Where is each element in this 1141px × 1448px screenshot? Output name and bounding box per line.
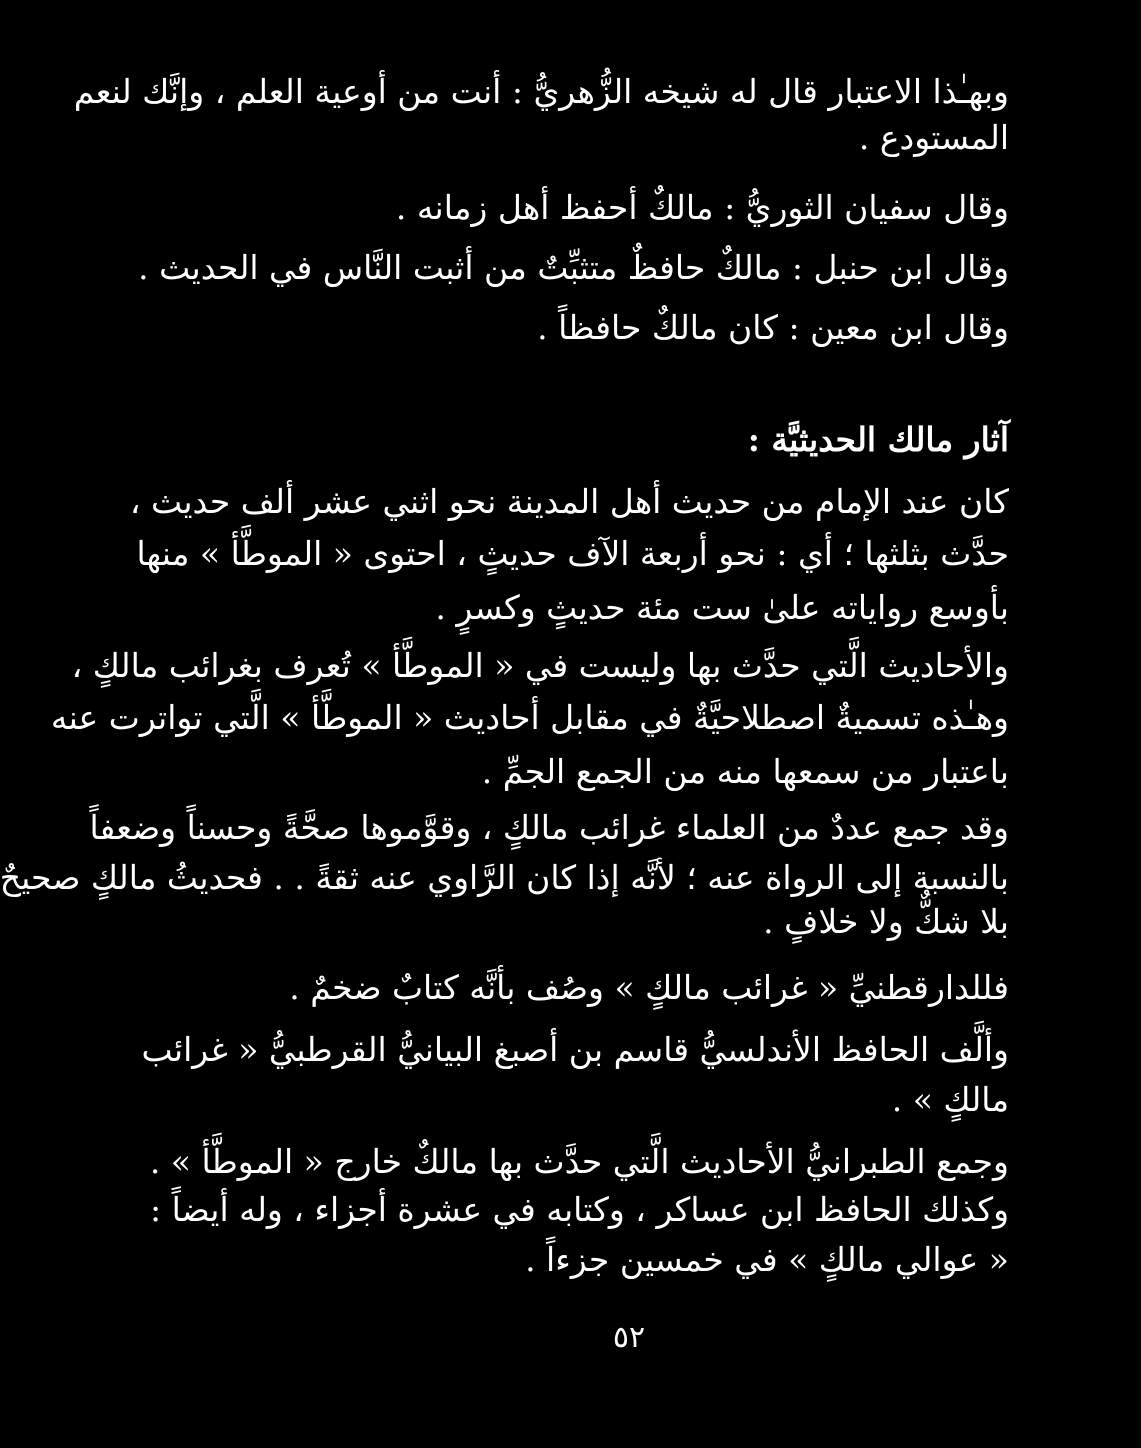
text-line: وألَّف الحافظ الأندلسيُّ قاسم بن أصبغ البيانيُّ القرطبيُّ « غرائب — [141, 1030, 1009, 1069]
text-line: وهـٰذه تسميةٌ اصطلاحيَّةٌ في مقابل أحاديث « الموطَّأ » الَّتي تواترت عنه — [50, 698, 1009, 737]
text-line: بالنسبة إلى الرواة عنه ؛ لأنَّه إذا كان الرَّاوي عنه ثقةً . . فحديثُ مالكٍ صحيحٌ — [0, 858, 1009, 897]
text-line: وجمع الطبرانيُّ الأحاديث الَّتي حدَّث بها مالكٌ خارج « الموطَّأ » . — [149, 1142, 1009, 1181]
text-line: بلا شكٌّ ولا خلافٍ . — [763, 902, 1009, 941]
text-line: وبهـٰذا الاعتبار قال له شيخه الزُّهريُّ : أنت من أوعية العلم ، وإنَّك لنعم — [73, 72, 1009, 111]
text-line: بأوسع رواياته علىٰ ست مئة حديثٍ وكسرٍ . — [435, 588, 1009, 627]
text-line: حدَّث بثلثها ؛ أي : نحو أربعة الآف حديثٍ ، احتوى « الموطَّأ » منها — [136, 534, 1009, 573]
text-line: كان عند الإمام من حديث أهل المدينة نحو اثني عشر ألف حديث ، — [129, 482, 1009, 521]
text-line: وقد جمع عددٌ من العلماء غرائب مالكٍ ، وقوَّموها صحَّةً وحسناً وضعفاً — [89, 808, 1009, 847]
section-heading: آثار مالك الحديثيَّة : — [747, 420, 1009, 459]
page-number: ٥٢ — [612, 1320, 646, 1355]
text-line: المستودع . — [858, 118, 1009, 157]
text-line: وقال ابن حنبل : مالكٌ حافظٌ متثبِّتٌ من أثبت النَّاس في الحديث . — [138, 248, 1009, 287]
text-line: وكذلك الحافظ ابن عساكر ، وكتابه في عشرة أجزاء ، وله أيضاً : — [150, 1190, 1009, 1229]
text-line: « عوالي مالكٍ » في خمسين جزءاً . — [525, 1240, 1009, 1279]
text-line: وقال ابن معين : كان مالكٌ حافظاً . — [537, 308, 1009, 347]
text-line: فللدارقطنيِّ « غرائب مالكٍ » وصُف بأنَّه كتابٌ ضخمٌ . — [289, 968, 1009, 1007]
text-line: وقال سفيان الثوريُّ : مالكٌ أحفظ أهل زمانه . — [395, 188, 1009, 227]
text-line: باعتبار من سمعها منه من الجمع الجمِّ . — [481, 752, 1009, 791]
text-line: والأحاديث الَّتي حدَّث بها وليست في « الموطَّأ » تُعرف بغرائب مالكٍ ، — [71, 646, 1009, 685]
text-line: مالكٍ » . — [891, 1080, 1009, 1119]
